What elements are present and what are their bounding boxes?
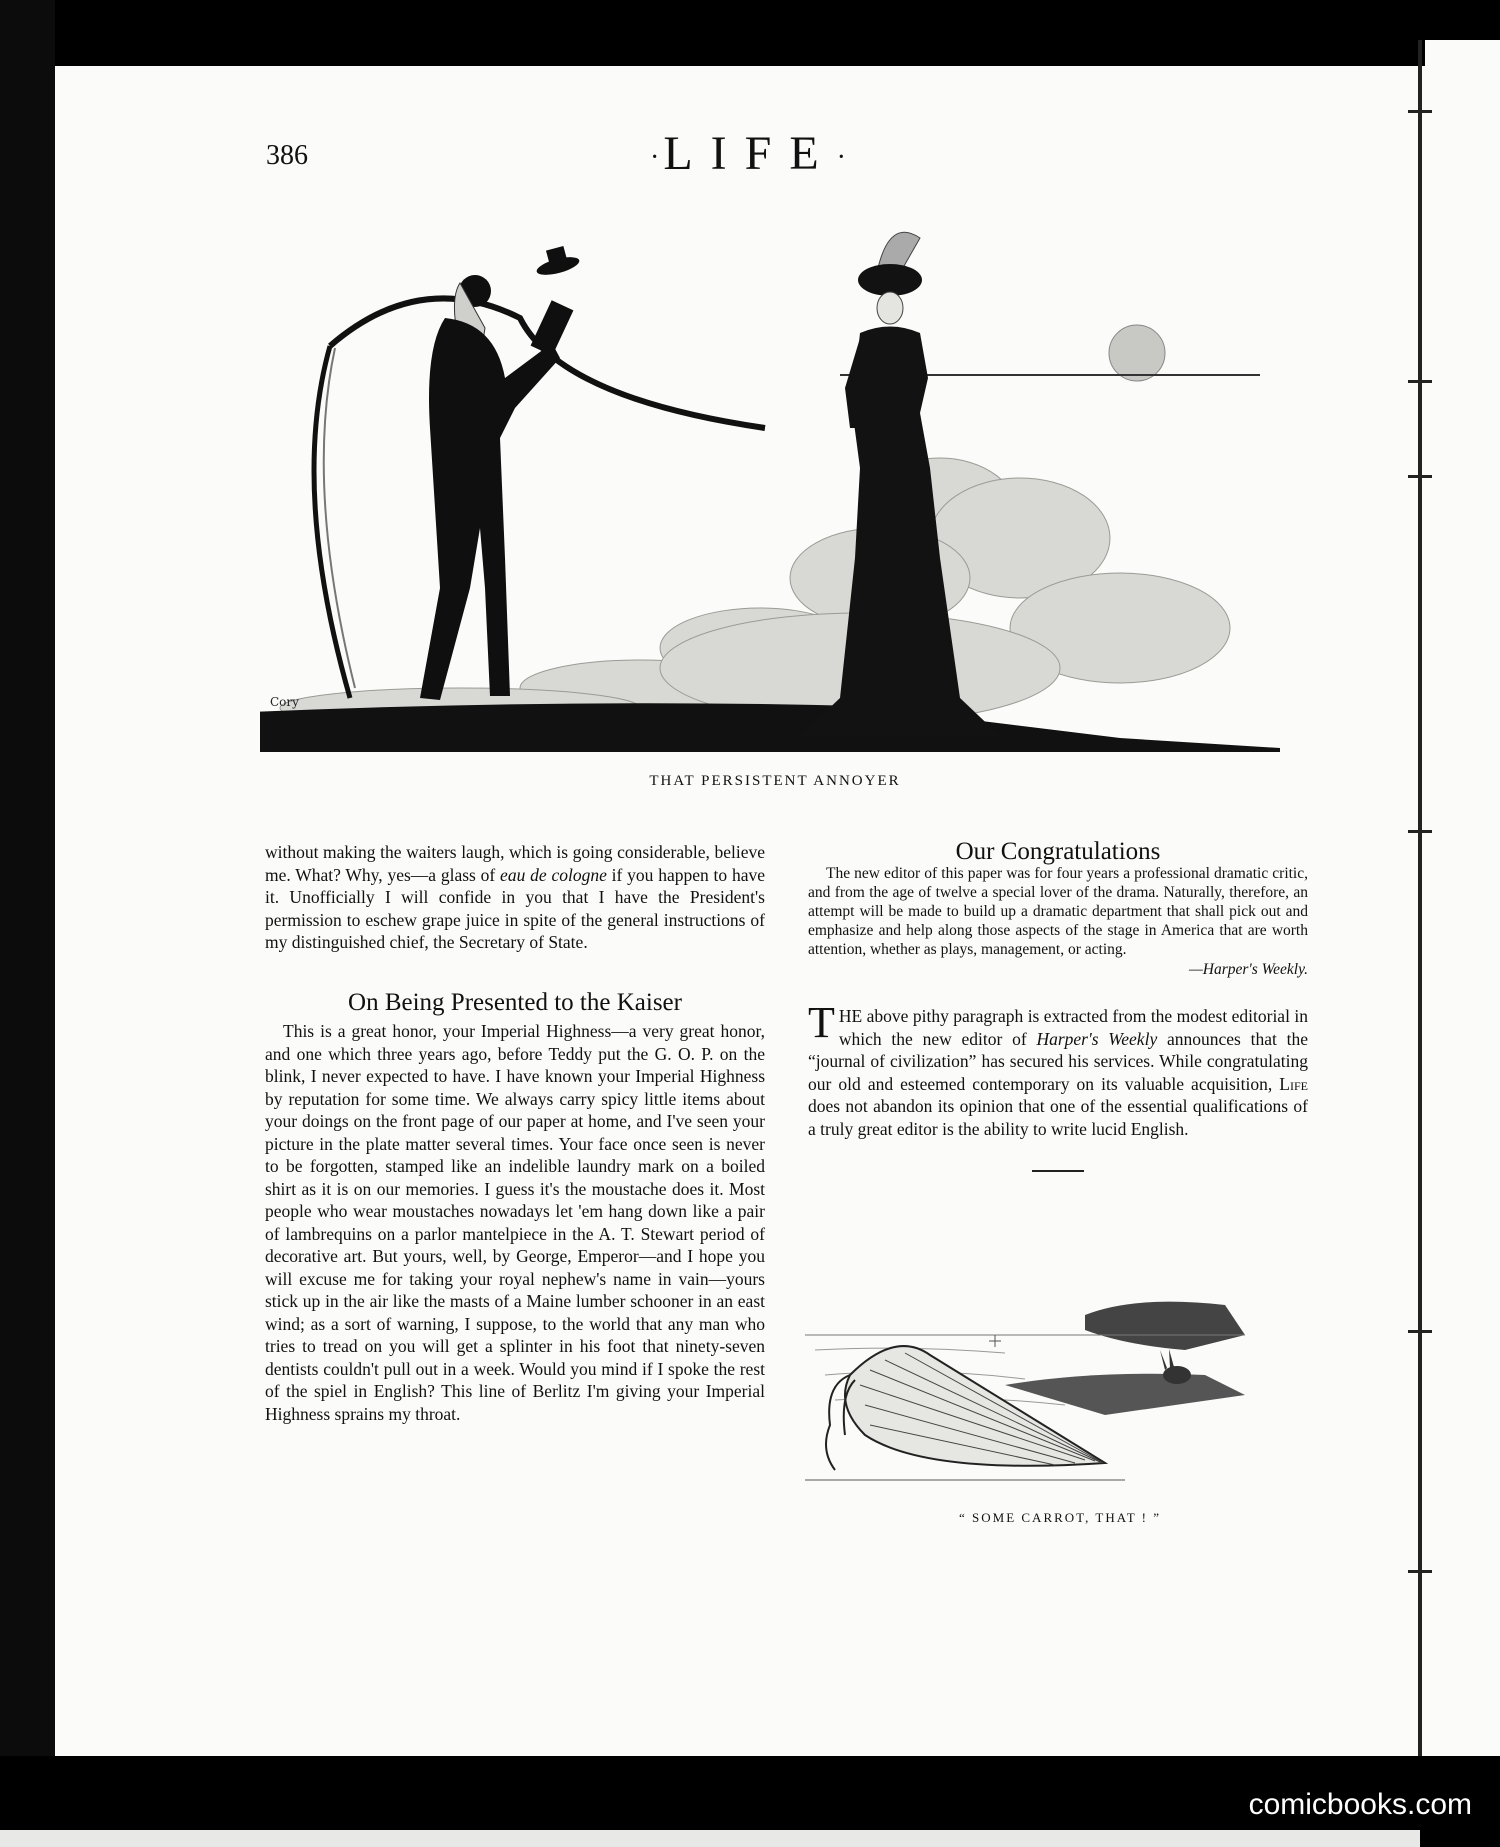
old-man-figure <box>420 246 581 700</box>
sand-dune <box>1005 1374 1245 1415</box>
paragraph-text: without making the waiters laugh, which is going considerable, believe me. What? Why, yes—a glass of <box>265 842 765 885</box>
illustration-persistent-annoyer <box>260 228 1290 758</box>
distant-headland <box>1085 1302 1245 1350</box>
artist-signature: Cory <box>270 695 299 709</box>
paragraph-text: if you happen to have it. Unofficially I will confide in you that I have the President's permission to eschew grape juice in spite of the general instructions of my distinguished chief, the Secretary of State. <box>265 864 765 952</box>
watermark: comicbooks.com <box>1248 1788 1472 1821</box>
paragraph-text: HE above pithy paragraph is extracted from the modest editorial in which the new editor of <box>838 1006 1308 1049</box>
continued-paragraph <box>265 841 765 954</box>
section-divider <box>1032 1170 1084 1172</box>
left-column <box>265 841 765 1425</box>
page-number: 386 <box>266 140 308 171</box>
scan-left-edge <box>0 0 55 1847</box>
moon <box>1109 325 1165 381</box>
italic-phrase: eau de cologne <box>500 864 607 885</box>
spine-stitch <box>1408 1330 1432 1333</box>
italic-publication: Harper's Weekly <box>1036 1028 1158 1049</box>
next-page-edge <box>0 1830 1420 1847</box>
illustration-some-carrot <box>805 1275 1265 1505</box>
heading-congratulations: Our Congratulations <box>955 838 1161 865</box>
paragraph-text: announces that the “journal of civilization” has secured his services. While congratulating our old and esteemed contemporary on its valuable acquisition, <box>808 1028 1309 1094</box>
masthead-title: LIFE <box>663 127 837 180</box>
quote-attribution: —Harper's Weekly. <box>1189 960 1308 978</box>
spine-stitch <box>1408 475 1432 478</box>
sailboat <box>989 1335 1001 1347</box>
right-column <box>808 838 1309 1172</box>
caption-some-carrot: “ SOME CARROT, THAT ! ” <box>959 1510 1161 1525</box>
masthead: ·LIFE· <box>650 127 850 180</box>
heading-kaiser: On Being Presented to the Kaiser <box>348 988 682 1016</box>
spine-stitch <box>1408 1570 1432 1573</box>
harpers-quote: The new editor of this paper was for four years a professional dramatic critic, and from the age of twelve a special lover of the drama. Naturally, therefore, an attempt will be made to build up a dramatic department that shall pick out and emphasize and help along those aspects of the stage in America that are worth attention, whether as plays, management, or acting. <box>808 864 1308 958</box>
rabbit <box>1160 1349 1191 1384</box>
spine-stitch <box>1408 830 1432 833</box>
spine-stitch <box>1408 110 1432 113</box>
drop-cap: T <box>808 998 835 1047</box>
caption-that-persistent-annoyer: THAT PERSISTENT ANNOYER <box>649 773 901 789</box>
scythe-blade-edge <box>324 348 355 688</box>
spine-stitch <box>1408 380 1432 383</box>
spine-line <box>1418 40 1422 1780</box>
congratulations-body <box>808 998 1309 1140</box>
ground <box>260 703 1280 752</box>
smallcaps-life: Life <box>1279 1073 1308 1094</box>
paragraph-text: does not abandon its opinion that one of the essential qualifications of a truly great editor is the ability to write lucid English. <box>808 1096 1308 1139</box>
kaiser-article-body: This is a great honor, your Imperial Highness—a very great honor, and one which three years ago, before Teddy put the G. O. P. on the blink, I never expected to have. I have known your Imperial Highness by reputation for some time. We always carry spicy little items about your doings on the front page of our paper at home, and I've seen your picture in the plate matter several times. Your face once seen is never to be forgotten, stamped like an indelible laundry mark on a boiled shirt as it is on our memories. I guess it's the moustache does it. Most people who wear moustaches nowadays let 'em hang down like a pair of lambrequins on a parlor mantelpiece in the A. T. Stewart period of decorative art. But yours, well, by George, Emperor—and I hope you will excuse me for taking your royal nephew's name in vain—yours stick up in the air like the masts of a Maine lumber schooner in an east wind; as a sort of warning, I suppose, to the world that any man who tries to tread on you will get a splinter in his foot that ninety-seven dentists couldn't pull out in a week. Would you mind if I spoke the rest of the spiel in English? This line of Berlitz I'm giving your Imperial Highness sprains my throat. <box>265 1021 765 1424</box>
facing-page-edge <box>1425 40 1500 1780</box>
giant-carrot <box>826 1346 1105 1470</box>
